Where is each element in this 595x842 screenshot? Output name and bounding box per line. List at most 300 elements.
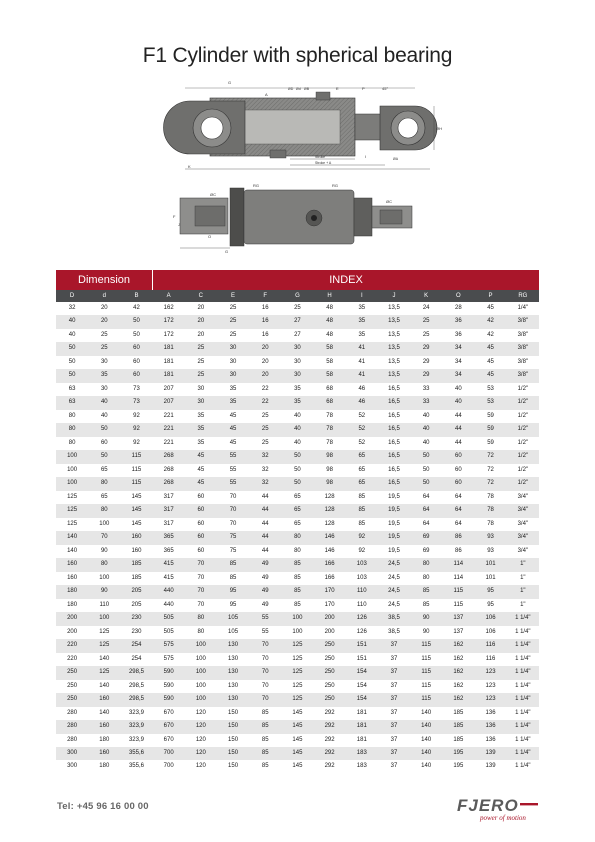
table-cell: 98 (314, 477, 346, 490)
table-cell: 16,5 (378, 423, 410, 436)
table-cell: 44 (442, 410, 474, 423)
column-header-i: I (346, 290, 378, 302)
table-cell: 300 (56, 747, 88, 760)
table-cell: 130 (217, 666, 249, 679)
table-cell: 45 (217, 423, 249, 436)
table-cell: 65 (281, 504, 313, 517)
table-cell: 1 1/4" (507, 734, 539, 747)
table-cell: 70 (185, 599, 217, 612)
table-cell: 95 (217, 599, 249, 612)
table-cell: 50 (281, 450, 313, 463)
table-cell: 250 (314, 653, 346, 666)
table-cell: 86 (442, 531, 474, 544)
company-logo (456, 795, 540, 825)
table-cell: 85 (281, 572, 313, 585)
table-cell: 140 (88, 680, 120, 693)
table-cell: 230 (120, 612, 152, 625)
table-cell: 92 (346, 531, 378, 544)
table-cell: 25 (249, 410, 281, 423)
drawing-label: P (362, 86, 365, 91)
table-cell: 33 (410, 383, 442, 396)
table-row (56, 356, 539, 369)
table-cell: 120 (185, 720, 217, 733)
table-cell: 52 (346, 410, 378, 423)
table-cell: 35 (281, 383, 313, 396)
table-cell: 1 1/4" (507, 639, 539, 652)
table-cell: 13,5 (378, 369, 410, 382)
table-row (56, 464, 539, 477)
table-cell: 100 (185, 653, 217, 666)
table-cell: 125 (281, 666, 313, 679)
table-cell: 154 (346, 666, 378, 679)
table-cell: 25 (249, 437, 281, 450)
table-cell: 85 (249, 720, 281, 733)
table-cell: 140 (410, 707, 442, 720)
table-cell: 100 (281, 612, 313, 625)
table-cell: 128 (314, 504, 346, 517)
table-cell: 30 (217, 356, 249, 369)
table-row (56, 383, 539, 396)
table-cell: 40 (56, 315, 88, 328)
table-cell: 80 (281, 531, 313, 544)
table-cell: 1 1/4" (507, 747, 539, 760)
table-cell: 35 (346, 302, 378, 315)
table-cell: 78 (474, 518, 506, 531)
table-cell: 13,5 (378, 356, 410, 369)
table-cell: 19,5 (378, 504, 410, 517)
table-cell: 205 (120, 599, 152, 612)
table-cell: 3/4" (507, 531, 539, 544)
table-cell: 1 1/4" (507, 693, 539, 706)
table-cell: 151 (346, 639, 378, 652)
table-cell: 3/8" (507, 356, 539, 369)
table-cell: 100 (185, 639, 217, 652)
table-cell: 92 (120, 410, 152, 423)
table-cell: 48 (314, 302, 346, 315)
table-cell: 126 (346, 626, 378, 639)
table-cell: 60 (120, 356, 152, 369)
table-cell: 590 (153, 680, 185, 693)
table-cell: 19,5 (378, 531, 410, 544)
table-cell: 32 (249, 450, 281, 463)
table-cell: 317 (153, 504, 185, 517)
table-cell: 140 (410, 734, 442, 747)
table-cell: 55 (217, 450, 249, 463)
table-cell: 440 (153, 585, 185, 598)
table-cell: 292 (314, 720, 346, 733)
external-view (173, 183, 412, 254)
table-cell: 1/4" (507, 302, 539, 315)
table-cell: 50 (281, 477, 313, 490)
table-cell: 20 (88, 302, 120, 315)
table-cell: 1" (507, 585, 539, 598)
table-cell: 64 (442, 491, 474, 504)
table-row (56, 720, 539, 733)
table-cell: 44 (249, 518, 281, 531)
table-cell: 115 (442, 599, 474, 612)
table-cell: 145 (120, 518, 152, 531)
table-cell: 80 (185, 612, 217, 625)
table-cell: 80 (185, 626, 217, 639)
table-cell: 670 (153, 707, 185, 720)
table-cell: 20 (185, 315, 217, 328)
table-cell: 45 (474, 302, 506, 315)
table-cell: 70 (88, 531, 120, 544)
drawing-label: I (365, 154, 367, 159)
logo-tagline: power of motion (480, 814, 526, 822)
table-cell: 85 (217, 558, 249, 571)
drawing-label: RG (253, 183, 259, 188)
table-cell: 44 (249, 531, 281, 544)
table-cell: 170 (314, 585, 346, 598)
table-cell: 19,5 (378, 491, 410, 504)
table-cell: 52 (346, 437, 378, 450)
table-cell: 95 (474, 585, 506, 598)
table-cell: 254 (120, 653, 152, 666)
table-cell: 100 (88, 612, 120, 625)
table-row (56, 612, 539, 625)
table-cell: 268 (153, 464, 185, 477)
table-cell: 180 (56, 585, 88, 598)
table-cell: 69 (410, 531, 442, 544)
table-cell: 105 (217, 626, 249, 639)
table-cell: 40 (442, 383, 474, 396)
table-cell: 162 (442, 653, 474, 666)
table-cell: 58 (314, 369, 346, 382)
table-cell: 298,5 (120, 666, 152, 679)
table-cell: 140 (56, 545, 88, 558)
table-cell: 1 1/4" (507, 707, 539, 720)
table-cell: 145 (281, 734, 313, 747)
column-header-h: H (314, 290, 346, 302)
table-cell: 41 (346, 342, 378, 355)
table-cell: 44 (442, 423, 474, 436)
table-cell: 114 (442, 572, 474, 585)
table-cell: 70 (249, 693, 281, 706)
table-cell: 221 (153, 437, 185, 450)
table-cell: 128 (314, 491, 346, 504)
table-cell: 25 (217, 315, 249, 328)
table-cell: 115 (410, 653, 442, 666)
table-cell: 254 (120, 639, 152, 652)
table-cell: 27 (281, 329, 313, 342)
table-cell: 185 (442, 720, 474, 733)
table-cell: 230 (120, 626, 152, 639)
table-cell: 25 (88, 342, 120, 355)
dimension-table (56, 270, 539, 774)
table-cell: 205 (120, 585, 152, 598)
table-row (56, 693, 539, 706)
table-cell: 85 (249, 760, 281, 773)
table-cell: 55 (249, 612, 281, 625)
column-header-row (56, 290, 539, 302)
table-cell: 85 (249, 734, 281, 747)
table-cell: 65 (346, 477, 378, 490)
table-cell: 25 (88, 329, 120, 342)
table-cell: 63 (56, 396, 88, 409)
table-cell: 145 (281, 747, 313, 760)
table-cell: 181 (346, 707, 378, 720)
table-cell: 70 (185, 585, 217, 598)
table-cell: 100 (56, 450, 88, 463)
table-cell: 181 (346, 734, 378, 747)
table-cell: 80 (56, 423, 88, 436)
table-cell: 64 (410, 491, 442, 504)
table-cell: 37 (378, 680, 410, 693)
table-cell: 40 (442, 396, 474, 409)
table-cell: 92 (120, 423, 152, 436)
table-cell: 68 (314, 396, 346, 409)
table-cell: 16,5 (378, 410, 410, 423)
table-cell: 1/2" (507, 410, 539, 423)
table-cell: 146 (314, 545, 346, 558)
table-cell: 33 (410, 396, 442, 409)
table-cell: 50 (56, 342, 88, 355)
table-cell: 35 (217, 383, 249, 396)
table-cell: 268 (153, 450, 185, 463)
table-cell: 1 1/4" (507, 626, 539, 639)
table-cell: 40 (410, 423, 442, 436)
table-cell: 300 (56, 760, 88, 773)
table-cell: 46 (346, 383, 378, 396)
table-cell: 200 (314, 612, 346, 625)
table-cell: 440 (153, 599, 185, 612)
table-cell: 95 (217, 585, 249, 598)
table-cell: 69 (410, 545, 442, 558)
table-cell: 45 (185, 450, 217, 463)
table-row (56, 450, 539, 463)
table-cell: 317 (153, 518, 185, 531)
table-cell: 100 (88, 572, 120, 585)
table-cell: 160 (56, 558, 88, 571)
drawing-label: J (178, 222, 180, 227)
table-cell: 116 (474, 639, 506, 652)
drawing-label: RG (332, 183, 338, 188)
table-cell: 24,5 (378, 599, 410, 612)
table-cell: 75 (217, 531, 249, 544)
table-row (56, 707, 539, 720)
table-cell: 115 (410, 639, 442, 652)
table-cell: 1 1/4" (507, 760, 539, 773)
table-cell: 90 (88, 545, 120, 558)
table-cell: 60 (442, 450, 474, 463)
table-cell: 65 (88, 491, 120, 504)
table-cell: 106 (474, 626, 506, 639)
table-cell: 151 (346, 653, 378, 666)
drawing-label: ØA (393, 157, 399, 161)
table-cell: 220 (56, 653, 88, 666)
table-cell: 146 (314, 531, 346, 544)
table-cell: 60 (442, 477, 474, 490)
table-cell: 37 (378, 760, 410, 773)
table-cell: 60 (120, 369, 152, 382)
logo-text: FJERO (457, 796, 519, 815)
table-cell: 70 (185, 572, 217, 585)
table-cell: 120 (185, 747, 217, 760)
table-cell: 41 (346, 356, 378, 369)
table-cell: 298,5 (120, 680, 152, 693)
table-row (56, 504, 539, 517)
table-row (56, 302, 539, 315)
table-cell: 250 (314, 680, 346, 693)
table-cell: 115 (410, 666, 442, 679)
table-cell: 185 (442, 734, 474, 747)
table-row (56, 558, 539, 571)
table-cell: 40 (281, 423, 313, 436)
table-cell: 34 (442, 342, 474, 355)
table-cell: 207 (153, 383, 185, 396)
table-cell: 40 (88, 410, 120, 423)
table-cell: 45 (474, 342, 506, 355)
section-view (164, 80, 443, 169)
table-cell: 140 (410, 760, 442, 773)
table-cell: 78 (314, 410, 346, 423)
table-cell: 60 (88, 437, 120, 450)
table-cell: 110 (346, 599, 378, 612)
table-cell: 34 (442, 369, 474, 382)
table-cell: 100 (185, 693, 217, 706)
table-cell: 49 (249, 585, 281, 598)
table-cell: 170 (314, 599, 346, 612)
drawing-label: K (188, 164, 191, 169)
table-cell: 60 (120, 342, 152, 355)
drawing-label: O (208, 234, 212, 239)
table-cell: 180 (88, 734, 120, 747)
table-cell: 80 (56, 437, 88, 450)
table-cell: 40 (281, 437, 313, 450)
table-cell: 59 (474, 423, 506, 436)
table-cell: 20 (185, 329, 217, 342)
table-cell: 185 (120, 572, 152, 585)
table-cell: 16,5 (378, 383, 410, 396)
drawing-label: Stroke (315, 155, 326, 159)
table-cell: 100 (56, 464, 88, 477)
table-cell: 45 (474, 356, 506, 369)
table-cell: 92 (346, 545, 378, 558)
table-cell: 3/8" (507, 315, 539, 328)
table-cell: 103 (346, 558, 378, 571)
table-cell: 16,5 (378, 437, 410, 450)
table-cell: 80 (88, 477, 120, 490)
table-cell: 55 (217, 477, 249, 490)
table-cell: 50 (410, 464, 442, 477)
table-cell: 65 (346, 464, 378, 477)
table-row (56, 423, 539, 436)
table-cell: 45 (185, 464, 217, 477)
table-cell: 160 (88, 720, 120, 733)
table-cell: 323,9 (120, 720, 152, 733)
table-cell: 16 (249, 315, 281, 328)
table-cell: 34 (442, 356, 474, 369)
table-cell: 36 (442, 315, 474, 328)
column-header-rg: RG (507, 290, 539, 302)
table-cell: 35 (185, 410, 217, 423)
table-cell: 37 (378, 693, 410, 706)
table-cell: 37 (378, 707, 410, 720)
table-cell: 20 (249, 342, 281, 355)
table-cell: 85 (346, 504, 378, 517)
table-cell: 3/8" (507, 369, 539, 382)
table-cell: 42 (120, 302, 152, 315)
table-cell: 38,5 (378, 612, 410, 625)
table-cell: 64 (410, 518, 442, 531)
table-cell: 700 (153, 747, 185, 760)
table-cell: 64 (442, 504, 474, 517)
table-cell: 3/4" (507, 491, 539, 504)
table-cell: 3/8" (507, 329, 539, 342)
table-row (56, 680, 539, 693)
group-header-index: INDEX (153, 270, 539, 290)
table-cell: 60 (185, 518, 217, 531)
table-cell: 22 (249, 383, 281, 396)
table-cell: 70 (217, 504, 249, 517)
table-cell: 670 (153, 734, 185, 747)
table-cell: 125 (281, 693, 313, 706)
table-cell: 125 (56, 491, 88, 504)
drawing-label: ØH (436, 126, 442, 131)
table-cell: 136 (474, 734, 506, 747)
drawing-label: G (225, 249, 229, 254)
table-cell: 13,5 (378, 342, 410, 355)
table-cell: 36 (442, 329, 474, 342)
table-cell: 70 (217, 518, 249, 531)
drawing-label: ØD (288, 87, 294, 91)
table-cell: 250 (314, 639, 346, 652)
table-cell: 40 (88, 396, 120, 409)
table-cell: 65 (346, 450, 378, 463)
table-row (56, 760, 539, 773)
table-row (56, 585, 539, 598)
table-cell: 75 (217, 545, 249, 558)
table-cell: 40 (410, 437, 442, 450)
table-cell: 139 (474, 747, 506, 760)
table-cell: 125 (281, 653, 313, 666)
table-cell: 3/4" (507, 504, 539, 517)
table-cell: 150 (217, 747, 249, 760)
drawing-label: E (336, 86, 339, 91)
table-cell: 185 (442, 707, 474, 720)
table-cell: 145 (281, 760, 313, 773)
table-row (56, 639, 539, 652)
table-cell: 365 (153, 545, 185, 558)
table-cell: 20 (185, 302, 217, 315)
table-cell: 150 (217, 760, 249, 773)
table-cell: 415 (153, 572, 185, 585)
table-cell: 145 (281, 720, 313, 733)
table-cell: 220 (56, 639, 88, 652)
table-cell: 20 (249, 369, 281, 382)
table-cell: 35 (88, 369, 120, 382)
table-cell: 125 (56, 504, 88, 517)
table-cell: 65 (281, 491, 313, 504)
table-cell: 90 (410, 626, 442, 639)
table-cell: 30 (217, 342, 249, 355)
table-cell: 250 (56, 666, 88, 679)
table-cell: 20 (249, 356, 281, 369)
table-cell: 45 (217, 437, 249, 450)
table-cell: 41 (346, 369, 378, 382)
column-header-e: E (217, 290, 249, 302)
table-cell: 1/2" (507, 396, 539, 409)
table-cell: 123 (474, 693, 506, 706)
table-cell: 160 (120, 545, 152, 558)
table-cell: 30 (185, 396, 217, 409)
table-cell: 250 (56, 680, 88, 693)
table-cell: 140 (56, 531, 88, 544)
table-cell: 85 (281, 585, 313, 598)
table-cell: 100 (185, 666, 217, 679)
table-cell: 140 (410, 720, 442, 733)
